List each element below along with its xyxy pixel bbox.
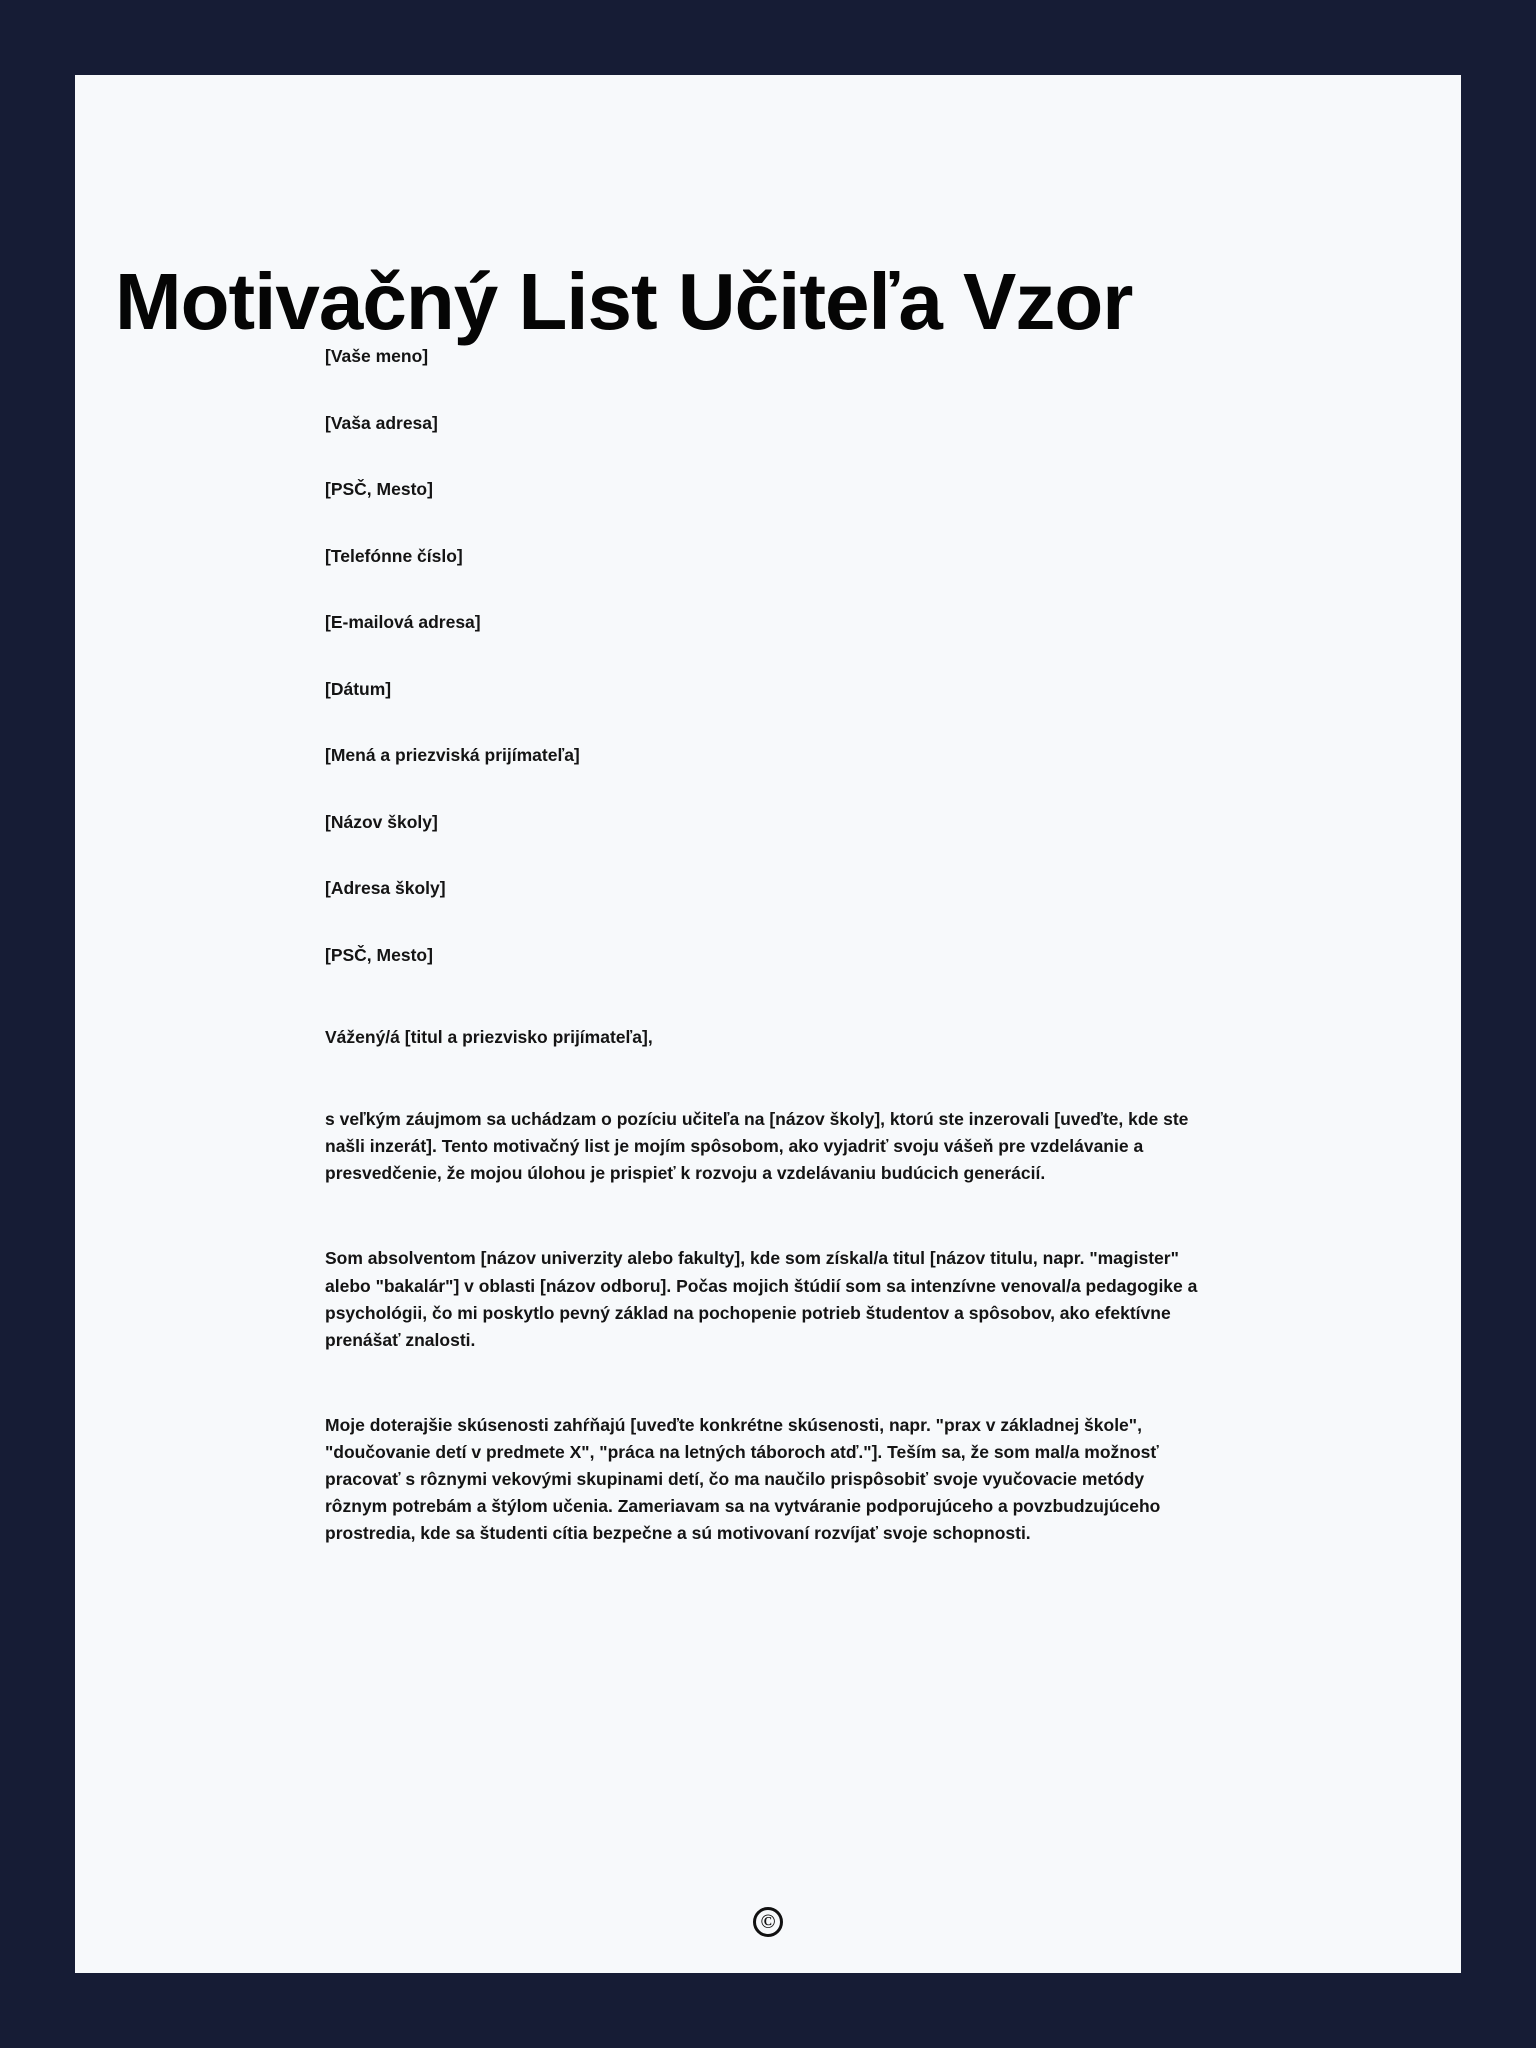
sender-address-block (325, 344, 1211, 701)
sender-field-address: [Vaša adresa] (325, 412, 438, 433)
paragraph-education: Som absolventom [názov univerzity alebo fakulty], kde som získal/a titul [názov titulu, napr. "magister" alebo "bakalár"] v oblasti [názov odboru]. Počas mojich štúdií som sa intenzívne venoval/a pedagogike a psychológii, čo mi poskytlo pevný základ na pochopenie potrieb študentov a spôsobov, ako efektívne prenášať znalosti. (325, 1248, 1198, 1350)
paragraph-intro: s veľkým záujmom sa uchádzam o pozíciu učiteľa na [názov školy], ktorú ste inzerovali [uveďte, kde ste našli inzerát]. Tento motivačný list je mojím spôsobom, ako vyjadriť svoju vášeň pre vzdelávanie a presvedčenie, že mojou úlohou je prispieť k rozvoju a vzdelávaniu budúcich generácií. (325, 1109, 1189, 1184)
document-page (75, 75, 1461, 1973)
sender-field-phone: [Telefónne číslo] (325, 545, 463, 566)
recipient-field-name: [Mená a priezviská prijímateľa] (325, 745, 580, 765)
copyright-icon: © (753, 1907, 783, 1937)
sender-field-name: [Vaše meno] (325, 346, 429, 366)
sender-field-email: [E-mailová adresa] (325, 612, 481, 632)
recipient-field-school-address: [Adresa školy] (325, 878, 446, 898)
recipient-field-school: [Názov školy] (325, 811, 438, 832)
page-footer (75, 1907, 1461, 1937)
paragraph-experience: Moje doterajšie skúsenosti zahŕňajú [uveďte konkrétne skúsenosti, napr. "prax v základnej škole", "doučovanie detí v predmete X", "práca na letných táboroch atď."]. Teším sa, že som mal/a možnosť pracovať s rôznymi vekovými skupinami detí, čo ma naučilo prispôsobiť svoje vyučovacie metódy rôznym potrebám a štýlom učenia. Zameriavam sa na vytváranie podporujúceho a povzbudzujúceho prostredia, kde sa študenti cítia bezpečne a sú motivovaní rozvíjať svoje schopnosti. (325, 1414, 1161, 1544)
recipient-field-postcode-city: [PSČ, Mesto] (325, 944, 433, 965)
letter-body (75, 344, 1461, 1548)
sender-field-postcode-city: [PSČ, Mesto] (325, 479, 433, 499)
sender-field-date: [Dátum] (325, 678, 392, 699)
salutation-line: Vážený/á [titul a priezvisko prijímateľa], (325, 1027, 653, 1047)
page-title: Motivačný List Učiteľa Vzor (115, 257, 1133, 346)
recipient-address-block (325, 743, 1211, 967)
